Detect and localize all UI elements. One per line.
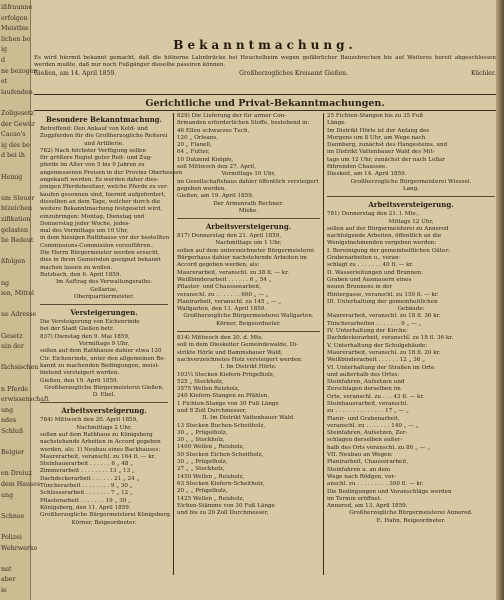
notice-office: Großherzogliches Kreisamt Gießen. xyxy=(239,70,348,77)
text-line: 50 Stecken Eichen-Scheitholz, xyxy=(177,451,264,458)
text-line: Annerod, am 13. April 1859. xyxy=(327,503,408,510)
text-line: Zugpferden für die Großherzogliche Reiterei xyxy=(40,133,168,140)
gutter-text-line: dem Hauses xyxy=(1,481,41,488)
text-line: IV. Unterhaltung der Kirche: xyxy=(327,328,408,335)
text-line: Großherzogliche Bürgermeisterei Annerod. xyxy=(349,510,473,517)
column-3 xyxy=(323,113,495,575)
text-line: 3575 Wellen Reisholz, xyxy=(177,386,240,393)
text-line: sollen auf dem unterzeichneter Bürgermeisterei xyxy=(177,247,314,254)
gutter-text-line: laufenden xyxy=(1,88,33,96)
gutter-text-line: Schnee xyxy=(1,512,25,520)
text-line: Steinhauerarbeit, veranschl. xyxy=(327,400,409,407)
column-separator xyxy=(177,331,320,332)
text-line: Gebäude: xyxy=(397,306,425,313)
text-line: Lang. xyxy=(402,185,419,192)
text-line: angekauft werden. Es werden daher dies- xyxy=(40,177,159,184)
text-line: führenden Chaussee. xyxy=(327,164,388,171)
gutter-text-line: ue Adresse xyxy=(1,311,37,319)
text-line: dieselben an dem Tage, welcher durch die xyxy=(40,198,161,205)
left-page-edge xyxy=(0,0,49,600)
gutter-text-line: ne bezogen xyxy=(1,67,38,75)
text-line: angemessenen Preisen in der Provinz Oberhessen xyxy=(40,169,183,176)
gutter-text-line: d xyxy=(1,57,6,64)
gutter-text-line: d bei ih xyxy=(1,152,25,160)
text-line: Mittags 12 Uhr, xyxy=(388,218,434,225)
notice-heading: Besondere Bekanntmachung. xyxy=(46,115,162,124)
gutter-text-line: zifikation xyxy=(1,216,31,223)
gutter-text-line: ißfraunne xyxy=(1,4,33,11)
text-line: Dachdeckerarbeit . . . . . . 21 „ 24 „ xyxy=(40,475,140,482)
text-line: III. Unterhaltung der gemeinheitlichen xyxy=(327,298,438,305)
text-line: 10 Dutzend Knöpfe, xyxy=(177,156,234,163)
text-line: kaufen gesonnen sind, hiermit aufgefordert, xyxy=(40,191,166,198)
text-line: im Gesellschaftshaus dahier öffentlich versteigert xyxy=(177,178,319,185)
text-line: Wallgarten, den 11. April 1859. xyxy=(177,306,267,313)
notice-date: Gießen, am 14. April 1859. xyxy=(34,70,117,77)
text-line: und außerhalb des Ortes: xyxy=(327,371,400,378)
gutter-text-line: htzeichen xyxy=(1,205,33,213)
text-line: Wege nach Rödgen, ver- xyxy=(327,473,396,480)
notice-body: Es wird hiermit bekannt gemacht, daß die hölzerne Lahnbrücke bei Heuchelheim wegen gefährlicher Bauzebrechen bis auf Weiteres bereit abgeschlossen werden mußte, daß nur noch Fußgänger dieselbe passiren können. xyxy=(34,55,496,68)
text-line: Oberquartiermeister. xyxy=(73,293,135,300)
text-line: Accord gegeben werden, als: xyxy=(177,262,260,269)
text-line: 13 Stecken Buchen-Scheitholz, xyxy=(177,422,266,429)
text-line: 30 „ „ Prügelholz, xyxy=(177,459,228,466)
text-line: Länge. xyxy=(327,120,347,127)
text-line: in dem hiesigen Rathhause vor der bestellten xyxy=(40,235,170,242)
text-line: Nachmittags 2 Uhr, xyxy=(76,424,132,431)
gutter-text-line: ie xyxy=(1,587,7,594)
notice-heading: Versteigerungen. xyxy=(70,308,138,318)
text-line: Gießen, am 19. April 1859. xyxy=(177,193,254,200)
text-line: Weißbinderarbeit . . . . . . 12 „ 36 „ xyxy=(327,357,426,364)
text-line: Gellarius, xyxy=(90,286,118,293)
text-line: sollen auf der Bürgermeisterei zu Annerod xyxy=(327,225,449,232)
gutter-text-line: Belgier xyxy=(1,449,25,457)
text-line: und Artillerie. xyxy=(84,140,124,147)
notice-heading: Arbeitsversteigerung. xyxy=(61,406,147,416)
gutter-text-line: Cacao's xyxy=(1,131,26,139)
text-line: 25 Fichten-Stangen bis zu 35 Fuß xyxy=(327,113,424,119)
text-line: für größere Regiel guter Reit- und Zug- xyxy=(40,155,153,162)
text-line: 784) Mittwoch den 20. April 1859, xyxy=(40,417,138,424)
text-line: veranschl. zu . . . . . . . 600 „ — „ xyxy=(177,291,269,298)
text-line: soll Mittwoch den 27. April, xyxy=(177,164,256,171)
gutter-text-line: Wehrwerke xyxy=(1,544,38,552)
text-line: machen lassen zu wollen. xyxy=(40,264,113,271)
text-line: 27 „ „ Stockholz, xyxy=(177,466,225,473)
text-line: 20 „ Flanell, xyxy=(177,142,212,149)
text-line: Wenigstnehmenden vergeben werden: xyxy=(327,240,437,247)
text-line: Tüncherarbeit . . . . . . . . 9 „ 30 „ xyxy=(40,483,133,490)
text-line: Steinhauerarbeit . . . . . . 6 „ 48 „ xyxy=(40,461,134,468)
text-line: 63 Stecken Kiefern-Scheitholz, xyxy=(177,480,265,487)
gutter-text-line: ien, Mittel xyxy=(1,290,35,298)
text-line: werden, als: 1) Neubau eines Backhauses: xyxy=(40,446,161,453)
text-line: Orte, veranschl. zu . . . 43 fl. — kr. xyxy=(327,393,425,400)
text-line: soll in dem Dieskeiter Gemeindewalde, Di- xyxy=(177,342,298,349)
text-line: Dannberg, zunächst des Hangesteins, und xyxy=(327,142,448,149)
text-line: bei der Stadt Gießen betr. xyxy=(40,326,114,333)
text-line: Maurerarbeit, veranschl. zu 164 fl. — kr. xyxy=(40,453,156,460)
text-line: dies in ihren Gemeinden geeignet bekannt xyxy=(40,257,161,264)
gutter-text-line: Zollgesetz xyxy=(1,110,34,117)
gutter-text-line: Heinig xyxy=(1,173,23,181)
text-line: Im Distrikt Hörle ist der Anfang des xyxy=(327,127,430,134)
text-line: Maurerarbeit, veranschl. zu 18 fl. 20 kr. xyxy=(327,349,441,356)
text-line: nachverzeichnetes Holz versteigert werden: xyxy=(177,356,303,363)
gutter-text-line: lie Bedeut xyxy=(1,237,34,245)
gutter-text-line: ßfolgen xyxy=(1,258,26,266)
right-page-shadow xyxy=(496,0,504,600)
gutter-text-line: ndes xyxy=(1,417,17,425)
gutter-text-line: uin der xyxy=(1,343,24,351)
gutter-text-line: aber xyxy=(1,576,16,584)
text-line: schlagt zu . . . . . . . 40 fl. — kr. xyxy=(327,262,414,269)
text-line: Butzbach, den 6. April 1859. xyxy=(40,271,122,278)
text-line: mal des Vormittags um 10 Uhr, xyxy=(40,228,129,235)
text-line: Morgens um 8 Uhr, am Wege nach xyxy=(327,134,426,141)
text-line: Großherzogliche Bürgermeisterei Wiessel. xyxy=(350,178,472,185)
text-line: Tüncherarbeiten . . . . . . . 9 „ — „ xyxy=(327,320,422,327)
text-line: Die Herrn Bürgermeister werden ersucht, xyxy=(40,250,160,257)
text-line: Maurerarbeit, veranschl. zu 18 fl. 36 kr. xyxy=(327,313,441,320)
text-line: einzubringen: Montag, Dienstag und xyxy=(40,213,145,220)
header-notice xyxy=(34,38,496,77)
text-line: 30 „ „ Prügelholz, xyxy=(177,429,228,436)
text-line: 817) Donnerstag den 21. April 1859, xyxy=(177,233,282,240)
gutter-text-line: um Steuer xyxy=(1,194,35,202)
text-line: Steinfahren, Aufsetzen und xyxy=(327,379,405,386)
text-line: neuen Brunnens in der xyxy=(327,284,393,291)
gutter-text-line: erwissenschaft xyxy=(1,396,49,404)
text-line: Dachdeckerarbeit, veranschl. zu 18 fl. 36 kr. xyxy=(327,335,454,342)
text-line: 64 „ Futter, xyxy=(177,149,210,156)
column-1 xyxy=(40,113,183,575)
column-separator xyxy=(40,402,168,403)
text-line: Nachmittags um 1 Uhr, xyxy=(215,240,282,247)
column-separator xyxy=(327,196,495,197)
text-line: Weißbinderarbeit . . . . . . 6 „ 54 „ xyxy=(177,276,272,283)
text-line: 46 Ellen schwarzes Tuch, xyxy=(177,127,250,134)
section-rule xyxy=(34,110,496,111)
text-line: 814) Mittwoch den 20. d. Mts. xyxy=(177,335,264,342)
text-line: Im Auftrag des Verwaltungsraths: xyxy=(55,279,153,286)
text-line: pferde im Alter von 5 bis 9 Jahren zu xyxy=(40,162,145,169)
column-separator xyxy=(40,304,168,305)
text-line: Dieskeit, am 14. April 1859. xyxy=(327,171,407,178)
gutter-text-line: Gesetz xyxy=(1,332,23,340)
text-line: Körner, Beigeordneter. xyxy=(71,519,137,526)
text-line: I. Bereinigung der gemeinheitlichen Güter: xyxy=(327,247,450,254)
text-line: Eichen-Stämme von 30 Fuß Länge xyxy=(177,502,275,509)
gutter-text-line: gelasten xyxy=(1,226,29,234)
text-line: sollen auf dem Rathhaus zu Königsberg xyxy=(40,431,153,438)
gutter-text-line: ng xyxy=(1,279,10,287)
text-line: 103¼ Stecken Kiefern-Prügelholz, xyxy=(177,371,275,378)
header-rule xyxy=(34,94,496,95)
text-line: Vormittags 9 Uhr, xyxy=(78,341,130,348)
text-line: tags um 12 Uhr, zunächst der nach Lollar xyxy=(327,156,445,163)
text-line: gegeben werden. xyxy=(177,185,227,192)
text-line: 829) Die Lieferung der für armer Con- xyxy=(177,113,287,119)
text-line: Die Bedingungen und Voranschläge werden xyxy=(327,488,452,495)
text-line: I. Im Distrikt Hörle. xyxy=(220,364,277,371)
text-line: 782) Nach höchster Verfügung sollen xyxy=(40,147,147,154)
text-line: 20 „ „ Prügelholz, xyxy=(177,488,228,495)
column-separator xyxy=(177,218,320,219)
notice-signer: Küchler. xyxy=(470,70,496,77)
text-line: II. Im Distrikt Vattenbauer Wald. xyxy=(202,415,295,422)
gutter-text-line: fächsischen xyxy=(1,364,39,372)
text-line: D. Ebel. xyxy=(92,392,116,399)
gutter-text-line: mit xyxy=(1,565,12,573)
text-line: 30 „ „ Stockholz, xyxy=(177,437,225,444)
section-title: Gerichtliche und Privat-Bekanntmachungen. xyxy=(145,98,385,109)
text-line: und 8 Zoll Durchmesser, xyxy=(177,407,247,414)
text-line: Mieke. xyxy=(238,207,259,214)
gutter-text-line: en Dreiuz xyxy=(1,470,32,478)
text-line: zu . . . . . . . . . . . . . . 17 „ — „ xyxy=(327,408,409,415)
text-line: Die Versteigerung von Eichenrinde xyxy=(40,319,140,326)
text-line: Großherzogliche Bürgermeisterei Gießen. xyxy=(44,384,164,391)
text-line: 837) Dienstag den 9. Mai 1859, xyxy=(40,333,130,340)
text-line: veranschl. zu . . . . . . . 140 „ — „ xyxy=(327,422,419,429)
text-line: V. Unterhaltung der Schulgebäude: xyxy=(327,342,428,349)
text-line: jenigen Pferdebesitzer, welche Pferde zu ver- xyxy=(40,184,169,191)
text-line: sollen auf dem Rathhause dahier etwa 120 xyxy=(40,348,162,355)
text-line: Körner, Beigeordneter. xyxy=(216,320,281,327)
gutter-text-line: ung xyxy=(1,491,14,499)
text-line: 1425 Wellen „ Reisholz, xyxy=(177,495,245,502)
text-line: kannt zu machenden Bedingungen, meist- xyxy=(40,362,160,369)
text-line: 240 Kiefern-Stangen zu Pfählen, xyxy=(177,393,270,400)
text-line: Gießen, den 19. April 1859. xyxy=(40,377,119,384)
text-line: Steinfahren, Aufsetzen, Zer- xyxy=(327,430,408,437)
text-line: 781) Donnerstag den 21. l. Mts., xyxy=(327,211,420,218)
gutter-text-line: der Gewür xyxy=(1,120,35,128)
text-line: Donnerstag jeder Woche, jedes- xyxy=(40,220,131,227)
text-line: weitere Bekanntmachung festgesetzt wird, xyxy=(40,206,163,213)
text-line: Schlosserarbeit . . . . . . . 7 „ 12 „ xyxy=(40,490,133,497)
gutter-text-line: n Pferde xyxy=(1,385,29,393)
gutter-text-line: et xyxy=(1,78,8,86)
text-line: VII. Neubau an Wegen: xyxy=(327,452,393,459)
text-line: strikte Hörle und Bammsbauer Wald, xyxy=(177,349,283,356)
text-line: Planirarbeit, veranschl. zu 145 „ — „ xyxy=(177,298,282,305)
text-line: Vormittags 10 Uhr, xyxy=(221,171,276,178)
text-line: Planirarbeit, Chaussirarbeit, xyxy=(327,459,409,466)
notice-title: Bekanntmachung. xyxy=(173,38,357,52)
text-line: 1450 Wellen „ Reisholz, xyxy=(177,473,245,480)
notice-heading: Arbeitsversteigerung. xyxy=(205,222,292,232)
gutter-text-line: Meistbie xyxy=(1,25,29,33)
text-line: Grabenarbeiten u., veran- xyxy=(327,255,401,262)
text-line: Königsberg, den 11. April 1859. xyxy=(40,504,131,511)
text-line: nachfolgende Arbeiten, öffentlich an die xyxy=(327,233,442,240)
text-line: Steinfahren u. an dem xyxy=(327,466,391,473)
text-line: Der Armenrath Rechner: xyxy=(213,200,284,207)
text-line: und bis zu 20 Zoll Durchmesser, xyxy=(177,510,269,517)
text-line: Großherzogliche Bürgermeisterei Wallgarten. xyxy=(183,313,314,320)
text-line: 1 Fichten-Stange von 30 Fuß Länge xyxy=(177,400,279,407)
gutter-text-line: ig des be xyxy=(1,141,30,149)
gutter-text-line: ung xyxy=(1,406,14,414)
text-line: nachstehende Arbeiten in Accord gegeben xyxy=(40,439,161,446)
text-line: Ctr. Eichenrinde, unter den allgemeinen Be- xyxy=(40,355,166,362)
text-line: VI. Unterhaltung der Straßen im Orte xyxy=(327,364,435,371)
text-line: firmanden erforderlichen Stoffe, bestehend in: xyxy=(177,120,310,127)
text-line: bietend versteigert werden. xyxy=(40,370,120,377)
text-line: E. Hahn, Beigeordneter. xyxy=(376,517,446,524)
text-line: 1400 Wellen „ Reisholz, xyxy=(177,444,245,451)
gutter-text-line: ig xyxy=(1,46,8,54)
text-line: halb des Orts veranschl. zu 86 „ — „ xyxy=(327,444,430,451)
text-line: Bürgerhaus dahier nachstehende Arbeiten im xyxy=(177,255,307,262)
column-2 xyxy=(173,113,320,575)
text-line: Zerschlagen derselben im xyxy=(327,386,401,393)
gutter-text-line: lichen be xyxy=(1,35,31,43)
notice-signature-row xyxy=(34,70,496,77)
text-line: Großherzogliche Bürgermeisterei Königsberg. xyxy=(40,512,172,519)
text-line: Hintergasse, veranschl. zu 150 fl. — kr. xyxy=(327,291,439,298)
gutter-text-line: Schluß xyxy=(1,428,24,435)
text-line: Pflasterarbeit . . . . . . . 19 „ 30 „ xyxy=(40,497,131,504)
text-line: 120 „ Orleans, xyxy=(177,134,219,141)
text-line: Zimmerarbeit . . . . . . . . 13 „ 13 „ xyxy=(40,468,135,475)
text-line: Planir- und Grabenarbeit, xyxy=(327,415,400,422)
text-line: im Termin eröffnet. xyxy=(327,495,382,502)
text-line: Pflaster- und Chausseearbeit, xyxy=(177,284,262,291)
text-line: II. Wasserleitungen und Brunnen: xyxy=(327,269,423,276)
text-line: im Distrikt Vattenbauer Wald des Mit- xyxy=(327,149,435,156)
text-line: Maurerarbeit, veranschl. zu 38 fl. — kr. xyxy=(177,269,289,276)
text-line: schlagen derselben außer- xyxy=(327,437,403,444)
text-line: 525 „ Stockholz, xyxy=(177,378,224,385)
gutter-text-line: erfolgen xyxy=(1,14,28,22)
text-line: Commissions-Commission vorzuführen.. xyxy=(40,242,154,249)
notice-heading: Arbeitsversteigerung. xyxy=(368,200,454,210)
text-line: anschl. zu . . . . . . . . . 300 fl. — kr. xyxy=(327,481,424,488)
gutter-text-line: Polizei xyxy=(1,534,22,541)
text-line: Graben und Ausmauern eines xyxy=(327,276,412,283)
text-line: Betreffend: Den Ankauf von Keld- und xyxy=(40,126,148,132)
